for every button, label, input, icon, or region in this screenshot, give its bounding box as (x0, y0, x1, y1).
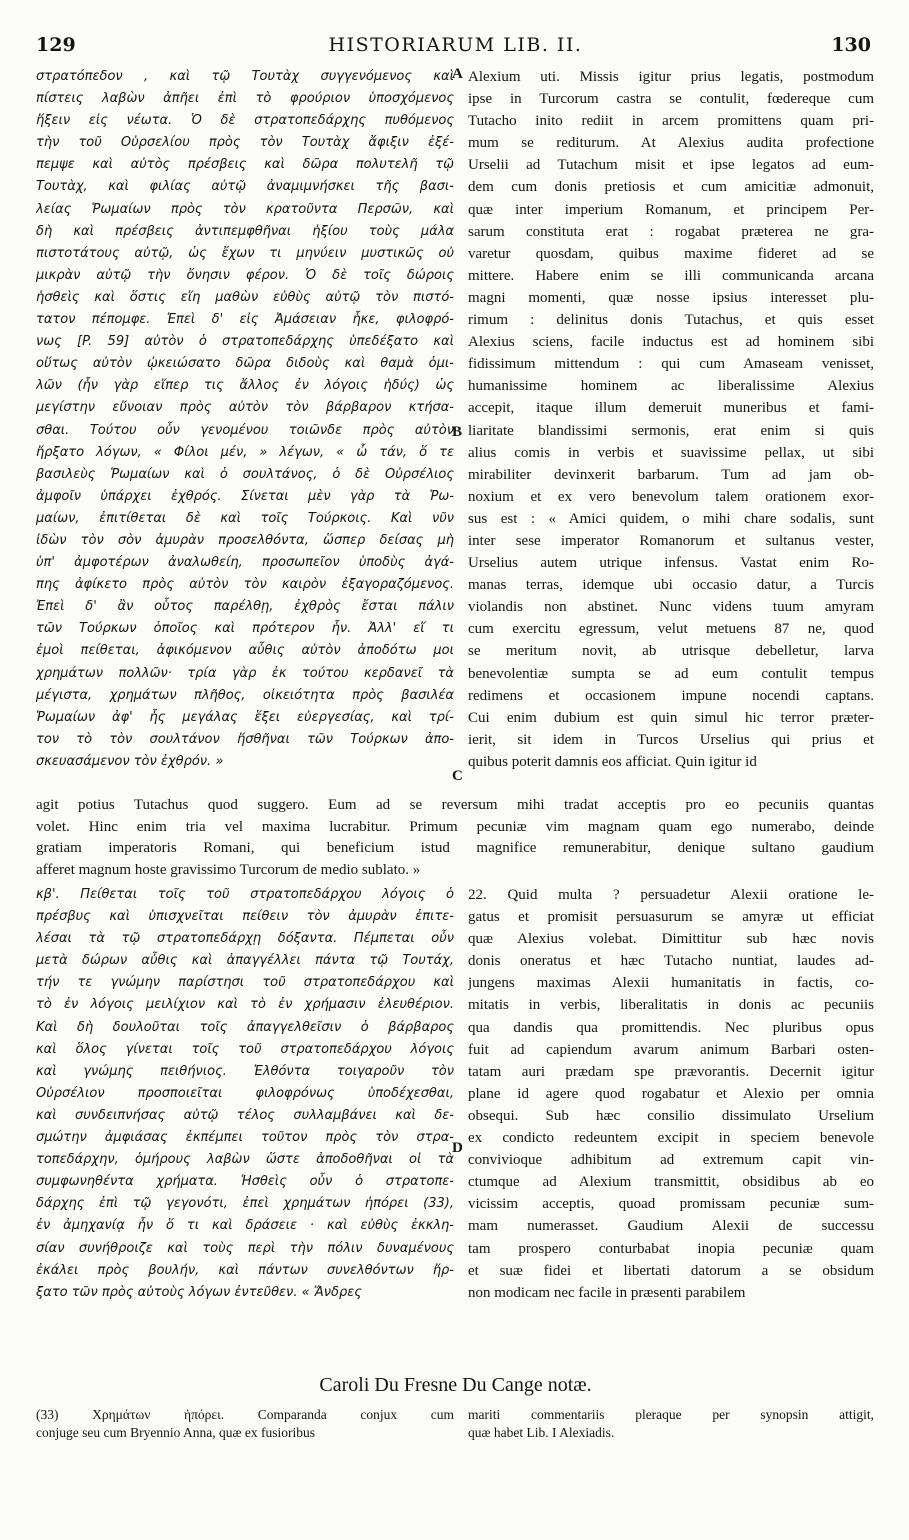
latin-text-line: Alexius sciens, facile inductus est ad hominem sibi (468, 334, 874, 351)
latin-text-line: humanissime hominem ac liberalissime Alexius (468, 378, 874, 395)
latin-text-line: rimum : delinitus donis Tutachus, et quis esset (468, 312, 874, 329)
latin-text-line: manas terras, idemque ubi occasio datur, a Turcis (468, 577, 874, 594)
latin-text-line: Urselius autem utrique infensus. Vastat enim Ro- (468, 555, 874, 572)
latin-text-line: gatus et promisit persuasurum se amyræ ut efficiat (468, 909, 874, 926)
greek-text-line: κβ'. Πείθεται τοῖς τοῦ στρατοπεδάρχου λόγοις ὁ (36, 887, 454, 902)
latin-text-line: Tutacho inito rediit in arcem promittens quam pri- (468, 113, 874, 130)
greek-text-line: λῶν (ἦν γὰρ εἴπερ τις ἄλλος ἐν λόγοις ἡδύς) ὡς (36, 378, 454, 394)
latin-full-width-paragraph (36, 795, 874, 881)
greek-text-line: χρημάτων πολλῶν· τρία γὰρ ἐκ τούτου κερδανεῖ τὰ (36, 665, 454, 681)
greek-text-line: ἰδὼν τὸν σὸν ἀμυρὰν προσελθόντα, ὥσπερ δείσας μὴ (36, 532, 454, 548)
latin-text-line: ctumque ad Alexium transmittit, obsidibus ab eo (468, 1174, 874, 1191)
latin-text-line: obsequi. Sub hæc consilio dissimulato Urselium (468, 1107, 874, 1124)
latin-text-line: ex condicto redeuntem excipit in speciem benevole (468, 1130, 874, 1147)
right-page-number: 130 (831, 34, 871, 56)
footnote-line: mariti commentariis pleraque per synopsin attigit, (468, 1407, 874, 1422)
latin-text-line: agit potius Tutachus quod suggero. Eum ad se reversum mihi tradat acceptis pro eo pecuniis quantas (36, 797, 874, 813)
greek-text-line: τῶν Τούρκων ὁποῖος καὶ πρότερον ἦν. Ἀλλ' εἴ τι (36, 621, 454, 637)
latin-text-line: Urselii ad Tutachum misit et ipse legatos ad eum- (468, 157, 874, 174)
latin-text-line: mam numerasset. Gaudium Alexii de successu (468, 1218, 874, 1235)
latin-text-line: magni momenti, quæ nosse ipsius interesset plu- (468, 289, 874, 306)
greek-text-line: σκευασάμενον τὸν ἐχθρόν. » (36, 753, 224, 769)
greek-text-line: καὶ ὅλος γίνεται τοῖς τοῦ στρατοπεδάρχου λόγοις (36, 1041, 454, 1057)
footnote-line: conjuge seu cum Bryennio Anna, quæ ex fusioribus (36, 1425, 315, 1440)
greek-text-line: μέγιστα, χρημάτων πλῆθος, οἰκειότητα πρὸς βασιλέα (36, 687, 454, 703)
greek-text-line: Οὐρσέλιον προσποιεῖται φιλοφρόνως ὑποδέχεσθαι, (36, 1085, 454, 1101)
greek-text-line: πεμψε καὶ αὐτὸς πρέσβεις καὶ δῶρα πολυτελῆ τῷ (36, 157, 454, 173)
latin-text-line: plane id agere quod rogabatur et Alexio per omnia (468, 1085, 874, 1102)
greek-text-line: ἐν ἀμηχανίᾳ ἦν ὅ τι καὶ δράσειε · καὶ εὐθὺς ἐκκλη- (36, 1218, 454, 1234)
latin-text-line: fuit ad capiendum avarum animum Barbari osten- (468, 1041, 874, 1058)
greek-text-line: Τουτὰχ, καὶ φιλίας αὐτῷ ἀναμιμνήσκει τῆς βασι- (36, 179, 454, 195)
margin-marker-a: A (452, 66, 463, 82)
margin-marker-c: C (452, 768, 463, 784)
greek-text-line: μικρὰν αὐτῷ τὴν ὄνησιν φέρον. Ὁ δὲ τοῖς δώροις (36, 267, 454, 283)
greek-column-bottom (36, 884, 454, 1304)
greek-text-line: σίαν συνήθροιζε καὶ τοὺς περὶ τὴν πόλιν δυναμένους (36, 1240, 454, 1256)
running-header (28, 34, 883, 64)
greek-text-line: οὕτως αὐτὸν ᾠκειώσατο δῶρα διδοὺς καὶ θαμὰ ὁμι- (36, 356, 454, 372)
left-page-number: 129 (36, 34, 76, 56)
latin-text-line: et suæ fidei et libertati datorum a se obsidum (468, 1262, 874, 1279)
latin-text-line: volet. Hinc enim tria vel maxima lucrabitur. Primum pecuniæ vim magnam quam ego numerabo, deinde (36, 818, 874, 835)
greek-text-line: μετὰ δώρων αὖθις καὶ ἀπαγγέλλει πάντα τῷ Τουτάχ, (36, 953, 454, 969)
latin-text-line: ierit, sit idem in Turcos Urselius qui prius et (468, 731, 874, 748)
greek-text-line: σθαι. Τούτου οὖν γενομένου τοιῶνδε πρὸς αὐτὸν (36, 422, 454, 438)
latin-text-line: varetur quosdam, quibus maxime fideret ad se (468, 245, 874, 262)
latin-text-line: Alexium uti. Missis igitur prius legatis, postmodum (468, 69, 874, 85)
greek-text-line: σμώτην ἀμφιάσας ἐκπέμπει τοῦτον πρὸς τὸν στρα- (36, 1130, 454, 1146)
greek-text-line: τον τὸ τὸν σουλτάνον ἥσθῆναι τῶν Τούρκων ἀπο- (36, 731, 454, 747)
latin-text-line: cum exercitu egressum, velut metuens 87 ne, quod (468, 621, 874, 638)
greek-text-line: ἐμοὶ πείθεται, ἀφικόμενον αὖθις αὐτὸν ἀποδότω μοι (36, 643, 454, 659)
greek-column-top (36, 66, 454, 773)
latin-text-line: Cui enim dubium est quin simul hic terror præter- (468, 709, 874, 726)
greek-text-line: ἀμφοῖν ὑπάρχει ἐχθρός. Σίνεται μὲν γὰρ τὰ Ῥω- (36, 488, 454, 504)
latin-text-line: ipse in Turcorum castra se contulit, fœdereque cum (468, 91, 874, 108)
latin-text-line: gratiam imperatoris Romani, qui beneficium istud magnifice remunerabitur, denique sultano gaudium (36, 840, 874, 856)
latin-text-line: tatam auri prædam spe prævorantis. Decernit igitur (468, 1063, 874, 1080)
latin-text-line: vicissim acceptis, quoad promissam pecuniæ sum- (468, 1196, 874, 1213)
latin-text-line: sarum constituta erat : rogabat præterea ne gra- (468, 223, 874, 240)
latin-text-line: non modicam nec facile in præsenti parabilem (468, 1284, 746, 1301)
greek-text-line: τήν τε γνώμην παρίστησι τοῦ στρατοπεδάρχου καὶ (36, 975, 454, 991)
greek-text-line: πίστεις λαβὼν ἀπῆει ἐπὶ τὸ φρούριον ὑποσχόμενος (36, 91, 454, 107)
greek-text-line: Καὶ δὴ δουλοῦται τοῖς ἀπαγγελθεῖσιν ὁ βάρβαρος (36, 1019, 454, 1035)
footnote-right (468, 1406, 874, 1442)
greek-text-line: πης ἀφίκετο πρὸς αὐτὸν τὸν καιρὸν ἐξαγοραζόμενος. (36, 577, 454, 593)
footnote-line: (33) Χρημάτων ἠπόρει. Comparanda conjux cum (36, 1407, 454, 1422)
latin-text-line: afferet magnum hoste gravissimo Turcorum de medio sublato. » (36, 861, 421, 878)
greek-text-line: τὴν τοῦ Οὐρσελίου πρὸς τὸν Τουτὰχ ἄφιξιν ἐξέ- (36, 135, 454, 151)
latin-text-line: mitatis in verbis, liberalitatis in donis ac pecuniis (468, 997, 874, 1014)
greek-text-line: καὶ συνδειπνήσας αὐτῷ τέλος συλλαμβάνει καὶ δε- (36, 1107, 454, 1123)
latin-text-line: se meritum novit, ab utrisque debelletur, larva (468, 643, 874, 660)
latin-text-line: alius comis in verbis et suavissime pellax, ut sibi (468, 444, 874, 461)
greek-text-line: μαίων, ἐπιτίθεται δὲ καὶ τοῖς Τούρκοις. Καὶ νῦν (36, 510, 454, 526)
latin-text-line: accepit, itaque illum demeruit muneribus et fami- (468, 400, 874, 417)
margin-marker-b: B (452, 424, 463, 440)
latin-text-line: inter sese imperator Romanorum et sultanus vester, (468, 532, 874, 549)
greek-text-line: πιστοτάτους αὐτῷ, ὡς ἔχων τι μηνύειν μυστικῶς οὐ (36, 245, 454, 261)
latin-text-line: quæ inter imperium Romanum, et principem Per- (468, 201, 874, 218)
greek-text-line: ἥξειν εἰς νέωτα. Ὁ δὲ στρατοπεδάρχης πυθόμενος (36, 113, 454, 129)
greek-text-line: τὸ ἐν λόγοις μειλίχιον καὶ τὸ ἐν χρήμασιν ἐλευθέριον. (36, 997, 454, 1013)
greek-text-line: δὴ καὶ πρέσβεις ἀντιπεμφθῆναι ἠξίου τοὺς μάλα (36, 223, 454, 239)
footnote-left (36, 1406, 454, 1442)
running-title: HISTORIARUM LIB. II. (328, 34, 583, 56)
greek-text-line: μεγίστην εὔνοιαν πρὸς αὐτὸν τὸν βάρβαρον κτήσα- (36, 400, 454, 416)
greek-text-line: συμφωνηθέντα χρήματα. Ἠσθεὶς οὖν ὁ στρατοπε- (36, 1174, 454, 1190)
latin-text-line: quæ Alexius volebat. Dimittitur sub hæc novis (468, 931, 874, 948)
latin-text-line: quibus poterit damnis eos afficiat. Quin igitur id (468, 753, 757, 770)
footnote-line: quæ habet Lib. I Alexiadis. (468, 1425, 615, 1440)
latin-text-line: dem cum donis pretiosis et cum amicitiæ admonuit, (468, 179, 874, 196)
latin-text-line: mirabiliter devinxerit barbarum. Tum ad jam ob- (468, 466, 874, 483)
greek-text-line: ἡσθεὶς καὶ ὅστις εἴη μαθὼν εὐθὺς αὐτῷ τὸν πιστό- (36, 289, 454, 305)
greek-text-line: Ἐπεὶ δ' ἂν οὗτος παρέλθῃ, ἐχθρὸς ἔσται πάλιν (36, 599, 454, 615)
greek-text-line: ἐκάλει πρὸς βουλήν, καὶ πάντων συνελθόντων ἤρ- (36, 1262, 454, 1278)
greek-text-line: λέσαι τὰ τῷ στρατοπεδάρχῃ δόξαντα. Πέμπεται οὖν (36, 931, 454, 947)
greek-text-line: στρατόπεδον , καὶ τῷ Τουτὰχ συγγενόμενος καὶ (36, 69, 454, 84)
greek-text-line: καὶ γνώμης πειθήνιος. Ἐλθόντα τοιγαροῦν τὸν (36, 1063, 454, 1079)
greek-text-line: ξατο τῶν πρὸς αὐτοὺς λόγων ἐντεῦθεν. « Ἄνδρες (36, 1284, 362, 1300)
greek-text-line: ὑπ' ἀμφοτέρων ἀναλωθείη, προσωπεῖον ὑποδὺς ἀγά- (36, 555, 454, 571)
margin-marker-d: D (452, 1140, 463, 1156)
latin-text-line: mittere. Habere enim se illi communicanda arcana (468, 267, 874, 284)
greek-text-line: τατον πέπομφε. Ἐπεὶ δ' εἰς Ἀμάσειαν ἧκε, φιλοφρό- (36, 312, 454, 328)
latin-text-line: redimens et occasionem impune nocendi captans. (468, 687, 874, 704)
latin-text-line: fidissimum mittendum : qui cum Amaseam venisset, (468, 356, 874, 373)
latin-text-line: 22. Quid multa ? persuadetur Alexii oratione le- (468, 887, 874, 903)
latin-text-line: sus est : « Amici quidem, o mihi chare sodalis, sunt (468, 510, 874, 527)
latin-text-line: qua dandis qua promittendis. Nec pluribus opus (468, 1019, 874, 1036)
greek-text-line: ἤρξατο λόγων, « Φίλοι μέν, » λέγων, « ὦ τάν, ὅ τε (36, 444, 454, 460)
latin-column-bottom (468, 884, 874, 1304)
latin-text-line: benevolentiæ sumpta se ad eum contulit tempus (468, 665, 874, 682)
greek-text-line: πρέσβυς καὶ ὑπισχνεῖται πείθειν τὸν ἀμυρὰν ἐπιτε- (36, 909, 454, 925)
greek-text-line: λείας Ῥωμαίων πρὸς τὸν κρατοῦντα Περσῶν, καὶ (36, 201, 454, 217)
greek-text-line: Ῥωμαίων ἀφ' ἧς μεγάλας ἕξει εὐεργεσίας, καὶ τρί- (36, 709, 454, 725)
latin-column-top (468, 66, 874, 773)
greek-text-line: δάρχης ἐπὶ τῷ γεγονότι, ἐπεὶ χρημάτων ἠπόρει (33), (36, 1196, 454, 1212)
latin-text-line: violandis non abstinet. Nunc videns tuum amyram (468, 599, 874, 616)
greek-text-line: νως [P. 59] αὐτὸν ὁ στρατοπεδάρχης ὑπεδέξατο καὶ (36, 334, 454, 350)
latin-text-line: jungens maximas Alexii humanitatis in factis, co- (468, 975, 874, 992)
latin-text-line: mum se rediturum. At Alexius audita profectione (468, 135, 874, 152)
notes-heading: Caroli Du Fresne Du Cange notæ. (319, 1374, 592, 1396)
document-page (28, 0, 883, 1540)
latin-text-line: donis oneratus et hæc Tutacho nuntiat, laudes ad- (468, 953, 874, 970)
latin-text-line: noxium et ex vero benevolum talem orationem exor- (468, 488, 874, 505)
latin-text-line: liaritate blandissimi sermonis, erat enim si quis (468, 422, 874, 439)
greek-text-line: βασιλεὺς Ῥωμαίων καὶ ὁ σουλτάνος, ὁ δὲ Οὐρσέλιος (36, 466, 454, 482)
greek-text-line: τοπεδάρχην, ὁμήρους λαβὼν ὥστε ἀποδοθῆναι οἱ τὰ (36, 1152, 454, 1168)
latin-text-line: tam prospero conturbabat inopia pecuniæ quam (468, 1240, 874, 1257)
latin-text-line: convivioque adhibitum ad extremum capit vin- (468, 1152, 874, 1169)
